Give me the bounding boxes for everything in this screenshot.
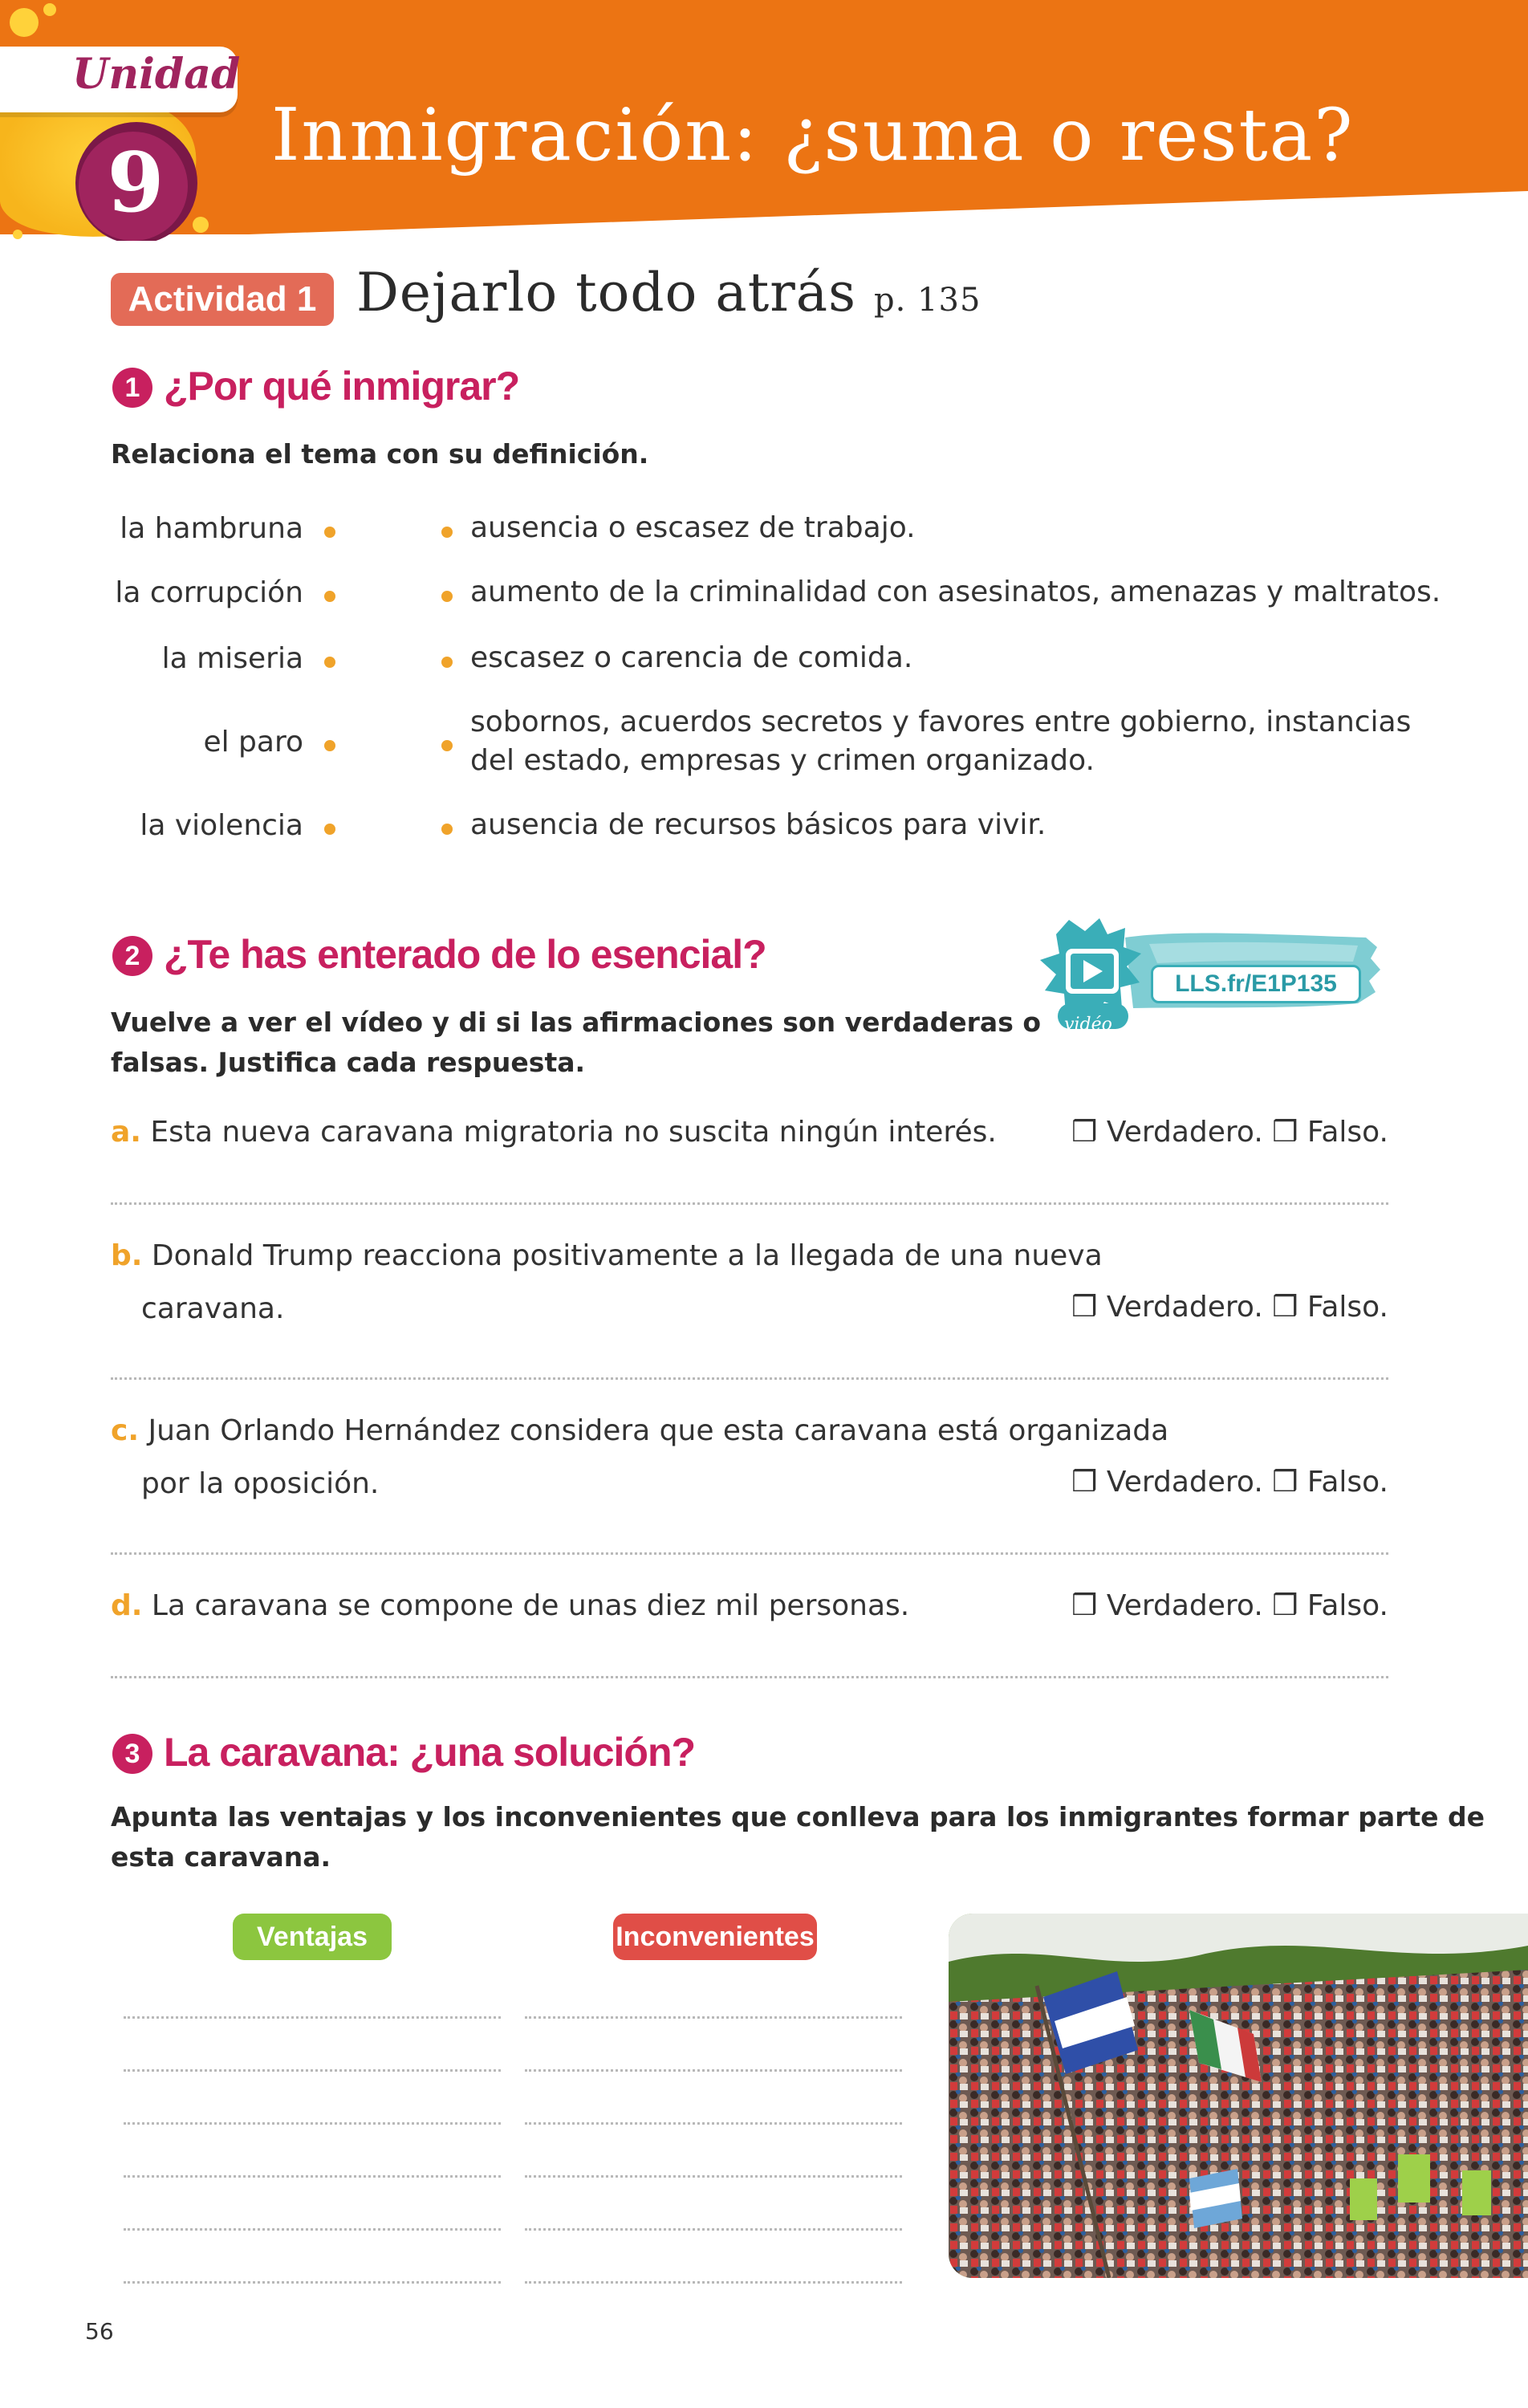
video-label: vidéo <box>1064 1015 1112 1035</box>
match-dot-right[interactable] <box>441 824 453 835</box>
advantages-line[interactable] <box>124 2069 501 2072</box>
question-text: La caravana se compone de unas diez mil personas. <box>151 1589 910 1622</box>
true-checkbox[interactable]: ❒ Verdadero. <box>1071 1589 1263 1622</box>
advantages-line[interactable] <box>124 2175 501 2178</box>
false-checkbox[interactable]: ❒ Falso. <box>1272 1116 1388 1149</box>
true-false-choice <box>1071 1466 1388 1499</box>
match-definition: aumento de la criminalidad con asesinatos, amenazas y maltratos. <box>470 576 1441 608</box>
true-false-choice <box>1071 1291 1388 1324</box>
question-b <box>111 1230 1103 1283</box>
match-dot-left[interactable] <box>324 824 335 835</box>
true-checkbox[interactable]: ❒ Verdadero. <box>1071 1466 1263 1499</box>
match-dot-left[interactable] <box>324 591 335 602</box>
question-text: Donald Trump reacciona positivamente a la llegada de una nueva <box>151 1239 1103 1272</box>
match-dot-right[interactable] <box>441 527 453 538</box>
disadvantages-label: Inconvenientes <box>613 1914 817 1960</box>
true-false-choice <box>1071 1116 1388 1149</box>
true-false-choice <box>1071 1589 1388 1622</box>
section1-instruction: Relaciona el tema con su definición. <box>111 438 649 470</box>
disadvantages-line[interactable] <box>525 2281 902 2284</box>
section2-instruction: Vuelve a ver el vídeo y di si las afirmaciones son verdaderas o <box>111 1007 1041 1038</box>
true-checkbox[interactable]: ❒ Verdadero. <box>1071 1291 1263 1324</box>
disadvantages-line[interactable] <box>525 2175 902 2178</box>
match-definition: ausencia de recursos básicos para vivir. <box>470 808 1046 841</box>
crowd-illustration <box>949 1914 1528 2278</box>
false-checkbox[interactable]: ❒ Falso. <box>1272 1466 1388 1499</box>
disadvantages-line[interactable] <box>525 2228 902 2231</box>
match-term: la corrupción <box>115 576 303 609</box>
match-definition: sobornos, acuerdos secretos y favores entre gobierno, instancias <box>470 706 1412 738</box>
section1-title: ¿Por qué inmigrar? <box>164 364 520 409</box>
match-term: el paro <box>203 726 303 759</box>
question-text-continued: por la oposición. <box>141 1467 380 1500</box>
match-dot-right[interactable] <box>441 591 453 602</box>
activity-badge: Actividad 1 <box>111 273 334 326</box>
match-dot-right[interactable] <box>441 740 453 751</box>
match-term: la hambruna <box>120 512 303 545</box>
answer-line[interactable] <box>111 1377 1388 1380</box>
question-letter: a. <box>111 1116 141 1149</box>
question-d <box>111 1580 909 1633</box>
question-letter: d. <box>111 1589 143 1622</box>
disadvantages-line[interactable] <box>525 2122 902 2125</box>
section3-instruction: esta caravana. <box>111 1841 331 1873</box>
question-a <box>111 1106 997 1159</box>
match-definition: del estado, empresas y crimen organizado. <box>470 744 1095 777</box>
advantages-label: Ventajas <box>233 1914 392 1960</box>
question-text: Esta nueva caravana migratoria no suscita ningún interés. <box>150 1116 997 1149</box>
activity-title-text: Dejarlo todo atrás <box>356 262 857 323</box>
false-checkbox[interactable]: ❒ Falso. <box>1272 1589 1388 1622</box>
video-link[interactable]: LLS.fr/E1P135 <box>1151 965 1361 1003</box>
advantages-line[interactable] <box>124 2016 501 2019</box>
section2-instruction: falsas. Justifica cada respuesta. <box>111 1047 586 1078</box>
unit-number: 9 <box>107 135 165 231</box>
activity-page-ref[interactable]: p. 135 <box>874 282 981 319</box>
question-text: Juan Orlando Hernández considera que esta caravana está organizada <box>148 1414 1169 1447</box>
section2-number: 2 <box>112 936 152 976</box>
answer-line[interactable] <box>111 1676 1388 1678</box>
advantages-line[interactable] <box>124 2228 501 2231</box>
match-term: la violencia <box>140 809 303 842</box>
activity-title <box>356 262 981 323</box>
section3-instruction: Apunta las ventajas y los inconvenientes que conlleva para los inmigrantes formar parte de <box>111 1801 1485 1832</box>
true-checkbox[interactable]: ❒ Verdadero. <box>1071 1116 1263 1149</box>
question-text-continued: caravana. <box>141 1292 285 1325</box>
false-checkbox[interactable]: ❒ Falso. <box>1272 1291 1388 1324</box>
answer-line[interactable] <box>111 1552 1388 1555</box>
section2-title: ¿Te has enterado de lo esencial? <box>164 932 766 977</box>
advantages-line[interactable] <box>124 2122 501 2125</box>
disadvantages-line[interactable] <box>525 2069 902 2072</box>
caravan-photo <box>949 1914 1528 2278</box>
section3-title: La caravana: ¿una solución? <box>164 1730 696 1775</box>
advantages-line[interactable] <box>124 2281 501 2284</box>
answer-line[interactable] <box>111 1202 1388 1205</box>
match-term: la miseria <box>161 642 303 675</box>
match-dot-left[interactable] <box>324 657 335 668</box>
match-dot-left[interactable] <box>324 740 335 751</box>
question-letter: b. <box>111 1239 143 1272</box>
page-number: 56 <box>85 2318 114 2345</box>
page-title: Inmigración: ¿suma o resta? <box>271 93 1355 177</box>
question-c <box>111 1405 1168 1458</box>
match-definition: ausencia o escasez de trabajo. <box>470 511 916 544</box>
unit-label: Unidad <box>72 50 241 99</box>
match-dot-right[interactable] <box>441 657 453 668</box>
match-definition: escasez o carencia de comida. <box>470 641 913 674</box>
question-letter: c. <box>111 1414 140 1447</box>
match-dot-left[interactable] <box>324 527 335 538</box>
section1-number: 1 <box>112 368 152 408</box>
disadvantages-line[interactable] <box>525 2016 902 2019</box>
section3-number: 3 <box>112 1734 152 1774</box>
